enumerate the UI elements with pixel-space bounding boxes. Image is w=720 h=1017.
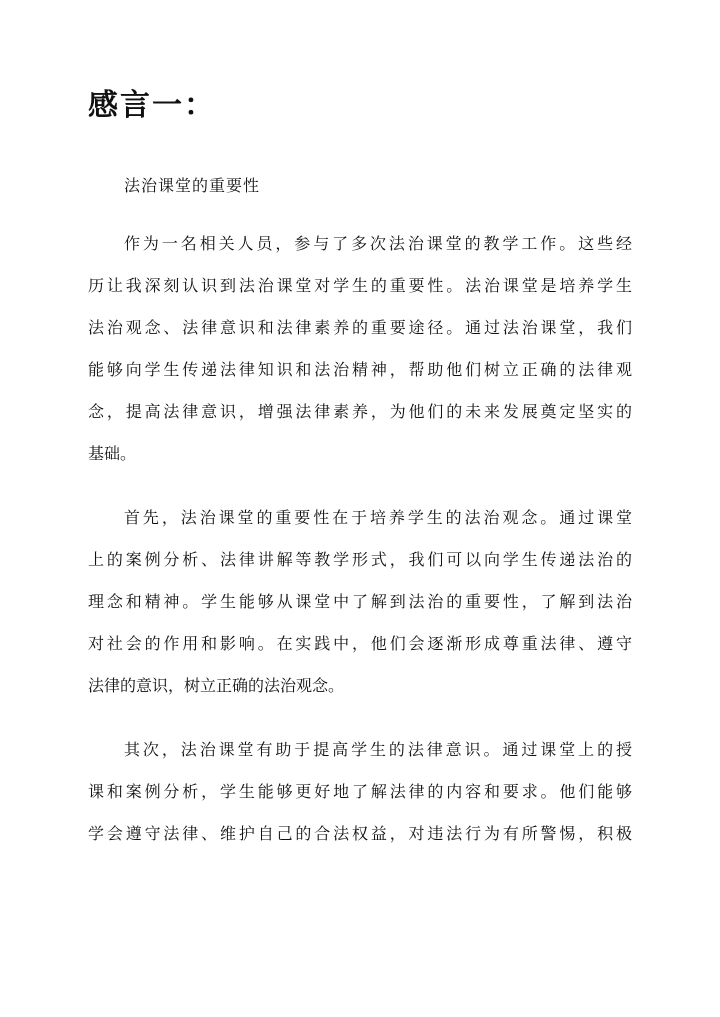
paragraph-line: 首先，法治课堂的重要性在于培养学生的法治观念。通过课堂 [124, 508, 632, 527]
paragraph-3 [88, 737, 632, 863]
paragraph-line: 作为一名相关人员，参与了多次法治课堂的教学工作。这些经 [124, 234, 632, 253]
paragraph-line: 课和案例分析，学生能够更好地了解法律的内容和要求。他们能够 [88, 782, 632, 801]
paragraph-line: 学会遵守法律、维护自己的合法权益，对违法行为有所警惕，积极 [88, 824, 632, 843]
paragraph-line: 历让我深刻认识到法治课堂对学生的重要性。法治课堂是培养学生 [88, 276, 632, 295]
paragraph-line: 上的案例分析、法律讲解等教学形式，我们可以向学生传递法治的 [88, 550, 632, 569]
document-title: 感言一： [88, 88, 216, 123]
paragraph-1 [88, 231, 632, 483]
paragraph-line: 法治观念、法律意识和法律素养的重要途径。通过法治课堂，我们 [88, 318, 632, 337]
paragraph-line: 念，提高法律意识，增强法律素养，为他们的未来发展奠定坚实的 [88, 402, 632, 421]
paragraph-line: 基础。 [88, 444, 137, 463]
paragraph-2 [88, 505, 632, 715]
paragraph-line: 其次，法治课堂有助于提高学生的法律意识。通过课堂上的授 [124, 740, 632, 759]
paragraph-line: 能够向学生传递法律知识和法治精神，帮助他们树立正确的法律观 [88, 360, 632, 379]
section-subtitle: 法治课堂的重要性 [124, 176, 261, 195]
paragraph-line: 对社会的作用和影响。在实践中，他们会逐渐形成尊重法律、遵守 [88, 634, 632, 653]
paragraph-line: 法律的意识，树立正确的法治观念。 [88, 676, 345, 695]
paragraph-line: 理念和精神。学生能够从课堂中了解到法治的重要性，了解到法治 [88, 592, 632, 611]
